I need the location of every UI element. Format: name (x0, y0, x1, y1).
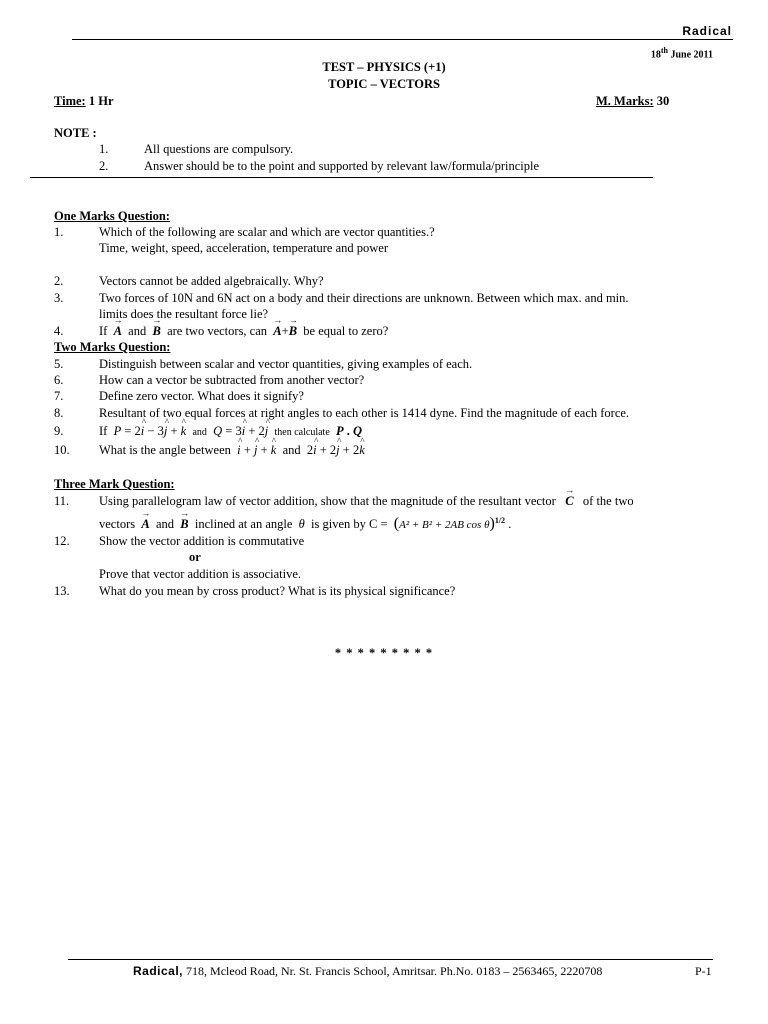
note-item: All questions are compulsory. (144, 142, 294, 156)
question-text: Distinguish between scalar and vector quantities, giving examples of each. (99, 357, 473, 371)
end-stars: * * * * * * * * * (334, 646, 434, 660)
question-text: Which of the following are scalar and which are vector quantities.? (99, 225, 435, 239)
vector-c: → C (565, 494, 573, 509)
question-text: Resultant of two equal forces at right angles to each other is 1414 dyne. Find the magnitude of each force. (99, 406, 630, 420)
vector-a: → A (141, 517, 149, 532)
footer-rule (68, 959, 713, 960)
question-number: 9. (54, 424, 64, 438)
footer-address: Radical, 718, Mcleod Road, Nr. St. Francis School, Amritsar. Ph.No. 0183 – 2563465, 2220708 (133, 964, 603, 978)
question-text: If → A and → B are two vectors, can → A+→ B be equal to zero? (99, 324, 388, 339)
question-text: Using parallelogram law of vector addition, show that the magnitude of the resultant vector → C of the two (99, 494, 634, 509)
vector-a: → A (273, 324, 281, 339)
question-number: 12. (54, 534, 70, 548)
time-info: Time: 1 Hr (54, 94, 114, 108)
note-item-num: 2. (99, 159, 109, 173)
question-number: 6. (54, 373, 64, 387)
question-text: Two forces of 10N and 6N act on a body and their directions are unknown. Between which max. and min. (99, 291, 629, 305)
question-text: If P = 2^ i − 3^ j + ^ k and Q = 3^ i + 2^ j then calculate P . Q (99, 424, 362, 439)
header-date: 18th June 2011 (650, 46, 713, 61)
question-number: 5. (54, 357, 64, 371)
note-item: Answer should be to the point and supported by relevant law/formula/principle (144, 159, 540, 173)
question-text: limits does the resultant force lie? (99, 307, 269, 321)
marks-info: M. Marks: 30 (596, 94, 670, 108)
or-label: or (189, 550, 201, 564)
section-one-marks: One Marks Question: (54, 209, 170, 223)
vector-b: → B (152, 324, 160, 339)
note-label: NOTE : (54, 126, 97, 140)
question-text: What do you mean by cross product? What is its physical significance? (99, 584, 456, 598)
vector-a: → A (114, 324, 122, 339)
question-number: 10. (54, 443, 70, 457)
vector-b: → B (180, 517, 188, 532)
note-rule (30, 177, 653, 178)
page-number: P-1 (695, 964, 712, 978)
question-text: Time, weight, speed, acceleration, temperature and power (99, 241, 389, 255)
question-text: Show the vector addition is commutative (99, 534, 305, 548)
test-title: TEST – PHYSICS (+1) (322, 60, 446, 74)
header-rule (72, 39, 733, 40)
question-number: 7. (54, 389, 64, 403)
topic-title: TOPIC – VECTORS (328, 77, 440, 91)
vector-b: → B (289, 324, 297, 339)
question-number: 8. (54, 406, 64, 420)
question-number: 13. (54, 584, 70, 598)
question-number: 11. (54, 494, 70, 508)
question-text: How can a vector be subtracted from another vector? (99, 373, 365, 387)
question-text: vectors → A and → B inclined at an angle θ is given by C = (A² + B² + 2AB cos θ)$^{1/2}$ . (99, 515, 511, 533)
question-number: 3. (54, 291, 64, 305)
header-brand: Radical (682, 24, 732, 38)
question-text: Define zero vector. What does it signify? (99, 389, 304, 403)
section-three-marks: Three Mark Question: (54, 477, 175, 491)
section-two-marks: Two Marks Question: (54, 340, 171, 354)
question-text: Prove that vector addition is associative. (99, 567, 302, 581)
question-number: 1. (54, 225, 64, 239)
question-number: 4. (54, 324, 64, 338)
note-item-num: 1. (99, 142, 109, 156)
question-number: 2. (54, 274, 64, 288)
question-text: Vectors cannot be added algebraically. Why? (99, 274, 324, 288)
question-text: What is the angle between ^ i + ^ j + ^ k and 2^ i + 2^ j + 2^ k (99, 443, 365, 458)
